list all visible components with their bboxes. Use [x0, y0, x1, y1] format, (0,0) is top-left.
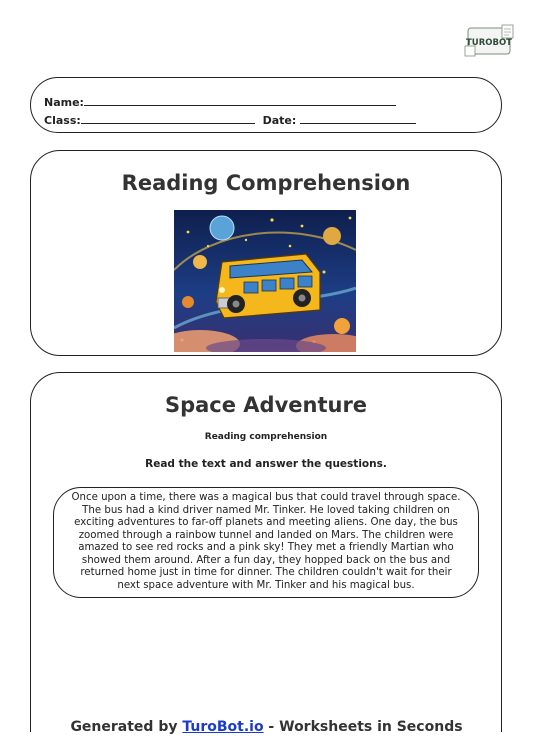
- turobot-link[interactable]: TuroBot.io: [182, 719, 264, 735]
- turobot-logo-icon: [462, 24, 516, 58]
- logo-text: TUROBOT: [466, 38, 512, 48]
- content-box: [30, 372, 502, 732]
- class-label: Class:: [44, 114, 81, 127]
- date-label: Date:: [262, 114, 297, 127]
- worksheet-subtitle: Reading comprehension: [204, 432, 328, 442]
- page-title: Reading Comprehension: [121, 171, 411, 195]
- class-field[interactable]: [81, 113, 255, 124]
- title-box: [30, 150, 502, 356]
- story-text: Once upon a time, there was a magical bus that could travel through space. The bus had a kind driver named Mr. Tinker. He loved taking children on exciting adventures to far-off planets and meeting aliens. One day, the bus zoomed through a rainbow tunnel and landed on Mars. The children were amazed to see red rocks and a pink sky! They met a friendly Martian who showed them around. After a fun day, they hopped back on the bus and returned home just in time for dinner. The children couldn't wait for their next space adventure with Mr. Tinker and his magical bus.: [53, 487, 479, 598]
- name-row: [44, 95, 396, 109]
- name-label: Name:: [44, 96, 84, 109]
- date-field[interactable]: [300, 113, 416, 124]
- worksheet-instructions: Read the text and answer the questions.: [145, 458, 387, 470]
- footer-suffix: - Worksheets in Seconds: [263, 719, 463, 735]
- space-school-bus-illustration: [174, 210, 356, 352]
- footer: [0, 719, 533, 735]
- class-date-row: [44, 113, 416, 127]
- student-info-box: [30, 77, 502, 133]
- worksheet-title: Space Adventure: [164, 393, 368, 417]
- name-field[interactable]: [84, 95, 396, 106]
- footer-prefix: Generated by: [70, 719, 183, 735]
